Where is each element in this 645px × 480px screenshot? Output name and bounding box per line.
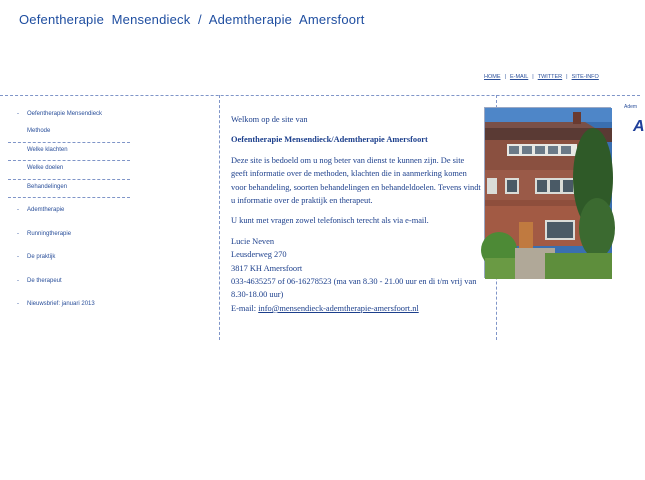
content-heading: Oefentherapie Mensendieck/Ademtherapie Amersfoort <box>231 135 428 145</box>
sidebar-menu <box>8 107 130 321</box>
bullet: - <box>17 230 19 237</box>
submenu-item-welke-doelen[interactable]: Welke doelen <box>8 161 130 180</box>
email-label: E-mail: <box>231 303 259 313</box>
address-block <box>231 235 483 315</box>
site-title: Oefentherapie Mensendieck / Ademtherapie Amersfoort <box>19 12 365 27</box>
sidebar-item-label: Ademtherapie <box>27 207 65 213</box>
sidebar-submenu <box>8 124 130 198</box>
house-illustration <box>485 108 612 279</box>
sidebar-divider <box>219 95 220 340</box>
sidebar-item-de-praktijk[interactable] <box>8 250 130 274</box>
welcome-text: Welkom op de site van <box>231 115 308 124</box>
sidebar-item-oefentherapie[interactable] <box>8 107 130 124</box>
sidebar-item-label: Runningtherapie <box>27 230 72 237</box>
sidebar-item-nieuwsbrief[interactable] <box>8 297 130 321</box>
submenu-item-behandelingen[interactable]: Behandelingen <box>8 180 130 199</box>
sidebar-item-label: De praktijk <box>27 254 56 260</box>
contact-email-line <box>231 302 483 315</box>
bullet: - <box>17 111 19 117</box>
bullet: - <box>17 301 19 307</box>
contact-name: Lucie Neven <box>231 236 275 246</box>
edge-cutoff-logo: A <box>633 118 645 135</box>
main-content <box>231 113 483 315</box>
nav-home-link[interactable]: HOME <box>484 74 501 80</box>
sidebar-item-label: De therapeut <box>27 277 62 284</box>
submenu-item-welke-klachten[interactable]: Welke klachten <box>8 143 130 162</box>
bullet: - <box>17 277 19 284</box>
header-divider <box>0 95 640 96</box>
nav-separator: | <box>504 74 506 80</box>
sidebar-item-label: Oefentherapie Mensendieck <box>27 111 103 117</box>
bullet: - <box>17 207 19 213</box>
contact-paragraph: U kunt met vragen zowel telefonisch terecht als via e-mail. <box>231 216 429 226</box>
nav-twitter-link[interactable]: TWITTER <box>537 74 563 80</box>
contact-street: Leusderweg 270 <box>231 250 287 260</box>
nav-separator: | <box>566 74 568 80</box>
sidebar-item-runningtherapie[interactable] <box>8 227 130 251</box>
sidebar-item-ademtherapie[interactable] <box>8 203 130 227</box>
contact-phone: 033-4635257 of 06-16278523 (ma van 8.30 - 21.00 uur en di t/m vrij van 8.30-18.00 uur) <box>231 277 477 300</box>
practice-house-photo <box>484 107 611 278</box>
intro-paragraph: Deze site is bedoeld om u nog beter van dienst te kunnen zijn. De site geeft informatie over de methoden, klachten die in aanmerking komen voor behandeling, soorten behandelingen en behandeldoelen. Tevens vindt u informatie over de praktijk en therapeut. <box>231 155 481 206</box>
nav-email-link[interactable]: E-MAIL <box>509 74 529 80</box>
nav-siteinfo-link[interactable]: SITE-INFO <box>571 74 599 80</box>
email-link[interactable]: info@mensendieck-ademtherapie-amersfoort.nl <box>258 303 419 313</box>
nav-separator: | <box>532 74 534 80</box>
sidebar-item-label: Nieuwsbrief: januari 2013 <box>27 301 95 307</box>
sidebar-item-de-therapeut[interactable] <box>8 274 130 298</box>
submenu-item-methode[interactable]: Methode <box>8 124 130 143</box>
top-navigation <box>484 74 599 80</box>
contact-city: 3817 KH Amersfoort <box>231 263 303 273</box>
edge-cutoff-text: Adem <box>624 104 638 110</box>
bullet: - <box>17 254 19 260</box>
